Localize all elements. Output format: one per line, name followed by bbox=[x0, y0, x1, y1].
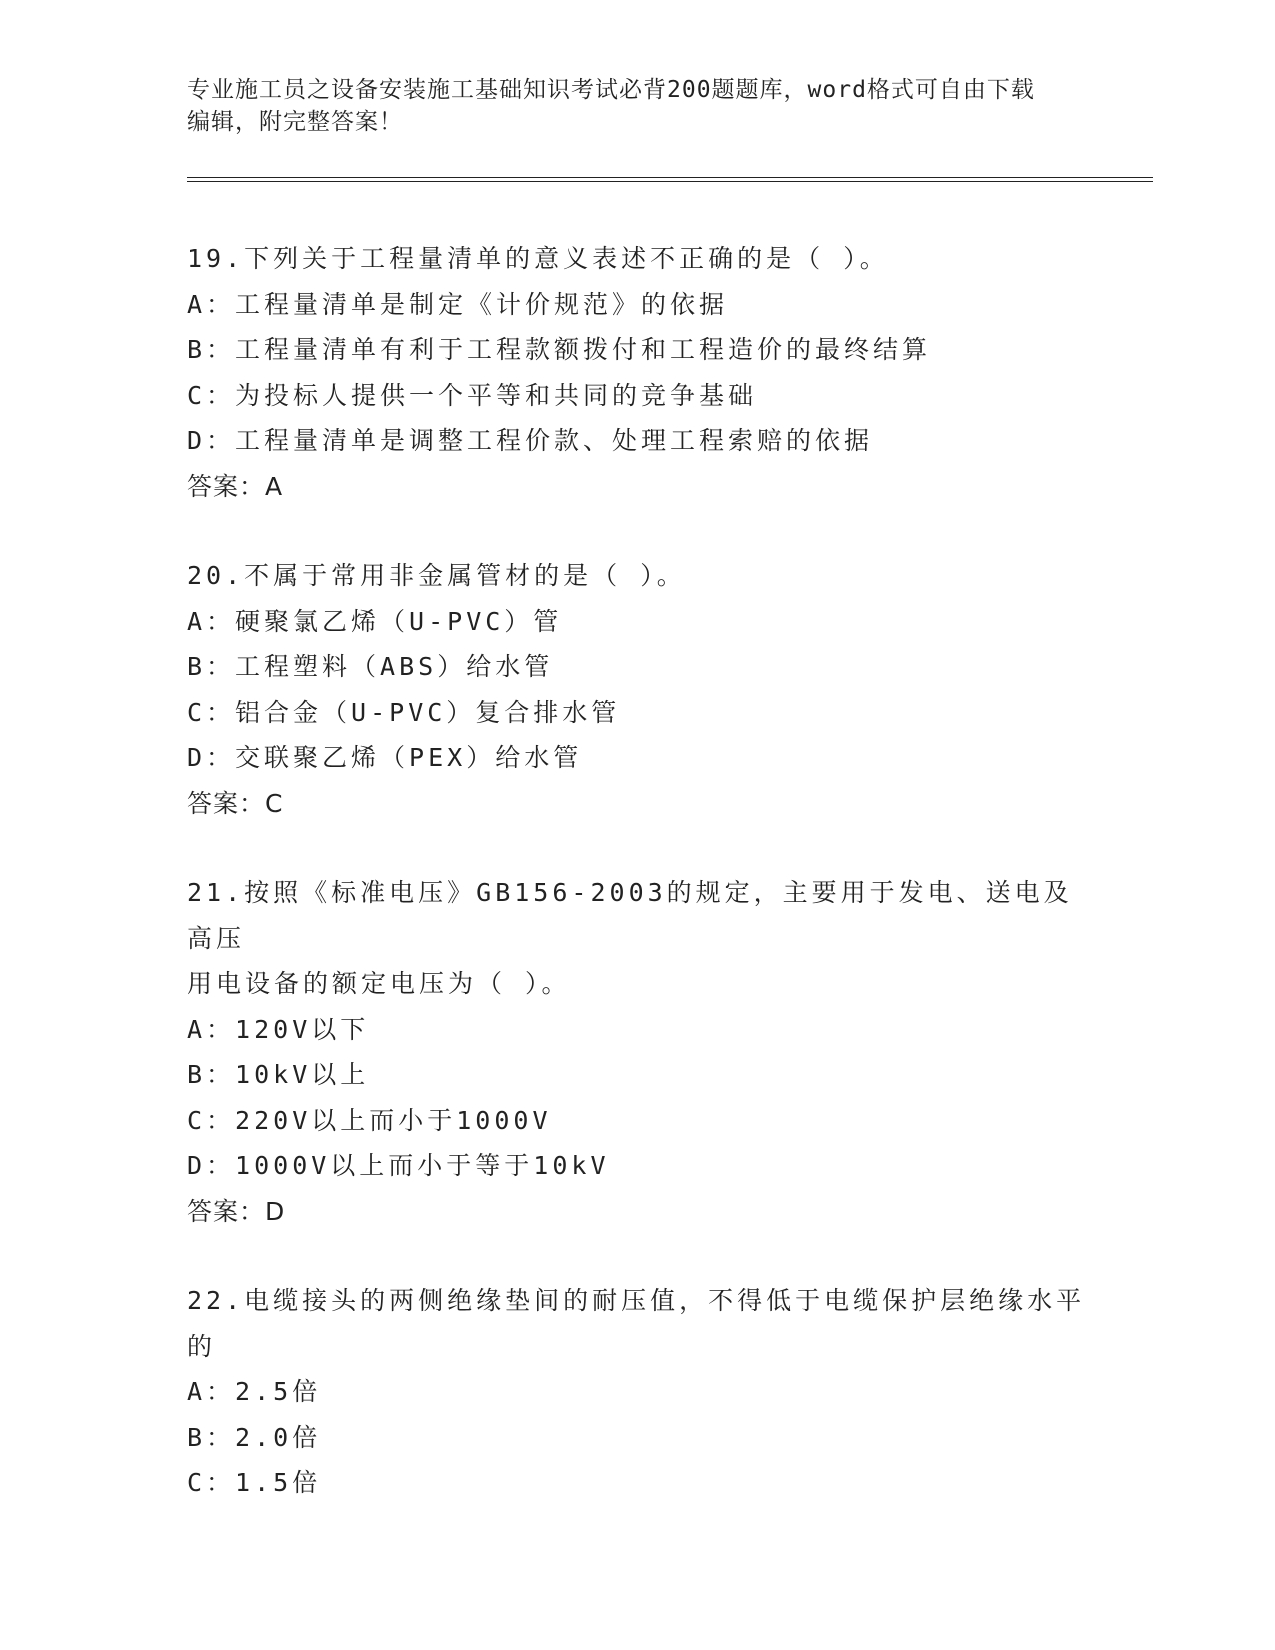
question-stem bbox=[187, 236, 1087, 282]
question-stem bbox=[187, 870, 1087, 1007]
question-20 bbox=[187, 553, 1087, 826]
question-stem-line: 21.按照《标准电压》GB156-2003的规定，主要用于发电、送电及高压 bbox=[187, 878, 1073, 953]
document-header bbox=[187, 74, 1087, 138]
question-stem bbox=[187, 553, 1087, 599]
option-b: B：2.0倍 bbox=[187, 1422, 322, 1452]
option-c: C：铝合金（U-PVC）复合排水管 bbox=[187, 697, 621, 727]
option-d: D：1000V以上而小于等于10kV bbox=[187, 1151, 610, 1180]
question-19 bbox=[187, 236, 1087, 509]
option-b: B：工程塑料（ABS）给水管 bbox=[187, 652, 554, 681]
header-title-line-2: 编辑，附完整答案！ bbox=[187, 109, 403, 135]
option-d: D：交联聚乙烯（PEX）给水管 bbox=[187, 743, 583, 772]
question-21 bbox=[187, 870, 1087, 1234]
question-22 bbox=[187, 1278, 1087, 1506]
question-stem-line: 22.电缆接头的两侧绝缘垫间的耐压值，不得低于电缆保护层绝缘水平 bbox=[187, 1286, 1086, 1315]
option-a: A：120V以下 bbox=[187, 1014, 370, 1044]
question-stem-line: 19.下列关于工程量清单的意义表述不正确的是（ ）。 bbox=[187, 244, 889, 273]
header-divider-bottom bbox=[187, 181, 1153, 182]
answer-label: 答案：C bbox=[187, 788, 284, 818]
option-b: B：10kV以上 bbox=[187, 1060, 370, 1089]
answer-label: 答案：A bbox=[187, 471, 284, 501]
option-c: C：220V以上而小于1000V bbox=[187, 1105, 552, 1135]
option-a: A：硬聚氯乙烯（U-PVC）管 bbox=[187, 606, 563, 636]
question-stem-line: 的 bbox=[187, 1331, 217, 1361]
answer-label: 答案：D bbox=[187, 1196, 286, 1226]
question-list bbox=[187, 236, 1087, 1550]
question-stem bbox=[187, 1278, 1087, 1369]
option-c: C：为投标人提供一个平等和共同的竞争基础 bbox=[187, 380, 758, 410]
option-b: B：工程量清单有利于工程款额拨付和工程造价的最终结算 bbox=[187, 335, 932, 364]
question-stem-line: 20.不属于常用非金属管材的是（ ）。 bbox=[187, 561, 686, 590]
header-divider-top bbox=[187, 177, 1153, 178]
header-title-line-1: 专业施工员之设备安装施工基础知识考试必背200题题库，word格式可自由下载 bbox=[187, 77, 1035, 103]
option-d: D：工程量清单是调整工程价款、处理工程索赔的依据 bbox=[187, 426, 874, 455]
option-a: A：工程量清单是制定《计价规范》的依据 bbox=[187, 289, 729, 319]
question-stem-line: 用电设备的额定电压为（ ）。 bbox=[187, 969, 571, 998]
option-c: C：1.5倍 bbox=[187, 1468, 322, 1497]
option-a: A：2.5倍 bbox=[187, 1377, 322, 1406]
